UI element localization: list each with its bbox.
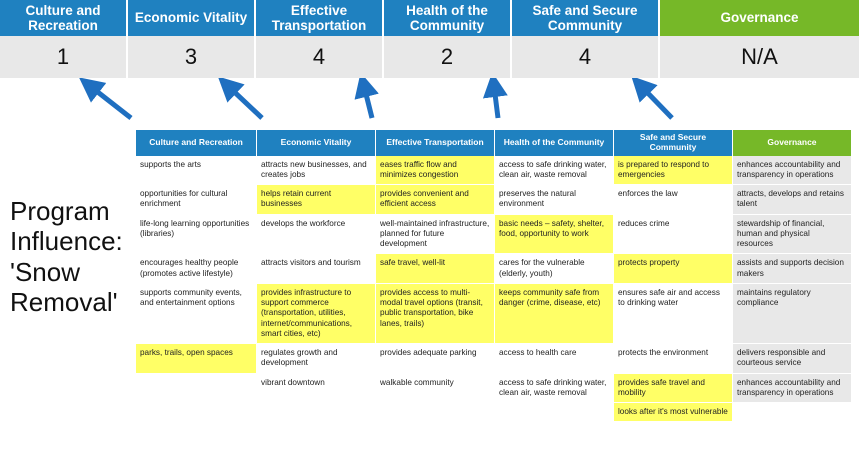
arrows-layer (0, 78, 859, 132)
matrix-cell-r5-c3: access to health care (495, 344, 614, 374)
table-row (136, 283, 851, 343)
matrix-cell-r5-c0: parks, trails, open spaces (136, 344, 257, 374)
matrix-cell-r4-c3: keeps community safe from danger (crime, disease, etc) (495, 283, 614, 343)
matrix-cell-r6-c1: vibrant downtown (257, 373, 376, 403)
matrix-cell-r5-c5: delivers responsible and courteous service (732, 344, 851, 374)
table-row (136, 373, 851, 403)
matrix-cell-r2-c0: life-long learning opportunities (libraries) (136, 214, 257, 254)
matrix-cell-r5-c2: provides adequate parking (376, 344, 495, 374)
pillar-score-1: 3 (128, 36, 256, 78)
matrix-cell-r1-c5: attracts, develops and retains talent (732, 185, 851, 215)
matrix-cell-r0-c1: attracts new businesses, and creates jobs (257, 156, 376, 185)
matrix-header-health-of-community: Health of the Community (495, 130, 614, 156)
matrix-cell-r6-c0 (136, 373, 257, 403)
matrix-cell-r7-c2 (376, 403, 495, 422)
matrix-cell-r4-c5: maintains regulatory compliance (732, 283, 851, 343)
matrix-cell-r2-c1: develops the workforce (257, 214, 376, 254)
table-row (136, 156, 851, 185)
pillar-score-3: 2 (384, 36, 512, 78)
pillar-scores-band (0, 36, 859, 78)
arrow-economic-vitality (228, 86, 262, 118)
matrix-cell-r1-c4: enforces the law (613, 185, 732, 215)
matrix-cell-r4-c1: provides infrastructure to support commerce (transportation, utilities, internet/communications, smart cities, etc) (257, 283, 376, 343)
matrix-cell-r2-c3: basic needs – safety, shelter, food, opportunity to work (495, 214, 614, 254)
matrix-header-safe-secure-community: Safe and Secure Community (613, 130, 732, 156)
matrix-cell-r3-c2: safe travel, well-lit (376, 254, 495, 284)
matrix-cell-r3-c0: encourages healthy people (promotes active lifestyle) (136, 254, 257, 284)
matrix-cell-r0-c2: eases traffic flow and minimizes congestion (376, 156, 495, 185)
matrix-cell-r0-c5: enhances accountability and transparency in operations (732, 156, 851, 185)
matrix-cell-r4-c2: provides access to multi-modal travel options (transit, public transportation, bike lanes, trails) (376, 283, 495, 343)
matrix-cell-r7-c5 (732, 403, 851, 422)
program-influence-caption: Program Influence: 'Snow Removal' (10, 196, 123, 318)
matrix-cell-r1-c3: preserves the natural environment (495, 185, 614, 215)
matrix-cell-r2-c2: well-maintained infrastructure, planned for future development (376, 214, 495, 254)
matrix-header-economic-vitality: Economic Vitality (257, 130, 376, 156)
pillar-header-3: Health of the Community (384, 0, 512, 36)
matrix-cell-r4-c0: supports community events, and entertainment options (136, 283, 257, 343)
arrow-health-of-community (494, 86, 498, 118)
table-row (136, 254, 851, 284)
pillar-header-5: Governance (660, 0, 859, 36)
matrix-cell-r3-c1: attracts visitors and tourism (257, 254, 376, 284)
matrix-cell-r3-c5: assists and supports decision makers (732, 254, 851, 284)
matrix-cell-r7-c4: looks after it's most vulnerable (613, 403, 732, 422)
matrix-header-culture-recreation: Culture and Recreation (136, 130, 257, 156)
pillar-score-2: 4 (256, 36, 384, 78)
arrow-effective-transportation (364, 86, 372, 118)
matrix-cell-r0-c0: supports the arts (136, 156, 257, 185)
matrix-cell-r1-c0: opportunities for cultural enrichment (136, 185, 257, 215)
matrix-cell-r2-c4: reduces crime (613, 214, 732, 254)
matrix-header-governance: Governance (732, 130, 851, 156)
pillar-attributes-matrix (136, 130, 851, 422)
matrix-cell-r6-c5: enhances accountability and transparency in operations (732, 373, 851, 403)
matrix-cell-r4-c4: ensures safe air and access to drinking water (613, 283, 732, 343)
pillar-header-4: Safe and Secure Community (512, 0, 660, 36)
arrow-safe-secure-community (641, 86, 672, 118)
matrix-cell-r2-c5: stewardship of financial, human and physical resources (732, 214, 851, 254)
matrix-header-effective-transportation: Effective Transportation (376, 130, 495, 156)
table-row (136, 403, 851, 422)
pillar-header-0: Culture and Recreation (0, 0, 128, 36)
arrow-culture-recreation (90, 86, 131, 118)
pillar-header-1: Economic Vitality (128, 0, 256, 36)
matrix-cell-r7-c0 (136, 403, 257, 422)
table-row (136, 185, 851, 215)
matrix-cell-r7-c3 (495, 403, 614, 422)
pillar-header-2: Effective Transportation (256, 0, 384, 36)
matrix-cell-r0-c3: access to safe drinking water, clean air, waste removal (495, 156, 614, 185)
matrix-cell-r5-c1: regulates growth and development (257, 344, 376, 374)
matrix-cell-r6-c4: provides safe travel and mobility (613, 373, 732, 403)
matrix-cell-r0-c4: is prepared to respond to emergencies (613, 156, 732, 185)
matrix-cell-r1-c2: provides convenient and efficient access (376, 185, 495, 215)
matrix-cell-r3-c4: protects property (613, 254, 732, 284)
table-row (136, 214, 851, 254)
matrix-cell-r5-c4: protects the environment (613, 344, 732, 374)
pillar-score-0: 1 (0, 36, 128, 78)
matrix-cell-r3-c3: cares for the vulnerable (elderly, youth) (495, 254, 614, 284)
table-row (136, 344, 851, 374)
pillars-header-band (0, 0, 859, 36)
matrix-cell-r6-c2: walkable community (376, 373, 495, 403)
matrix-header-row (136, 130, 851, 156)
matrix-cell-r7-c1 (257, 403, 376, 422)
matrix-cell-r6-c3: access to safe drinking water, clean air, waste removal (495, 373, 614, 403)
pillar-score-4: 4 (512, 36, 660, 78)
matrix-cell-r1-c1: helps retain current businesses (257, 185, 376, 215)
pillar-score-5: N/A (660, 36, 859, 78)
